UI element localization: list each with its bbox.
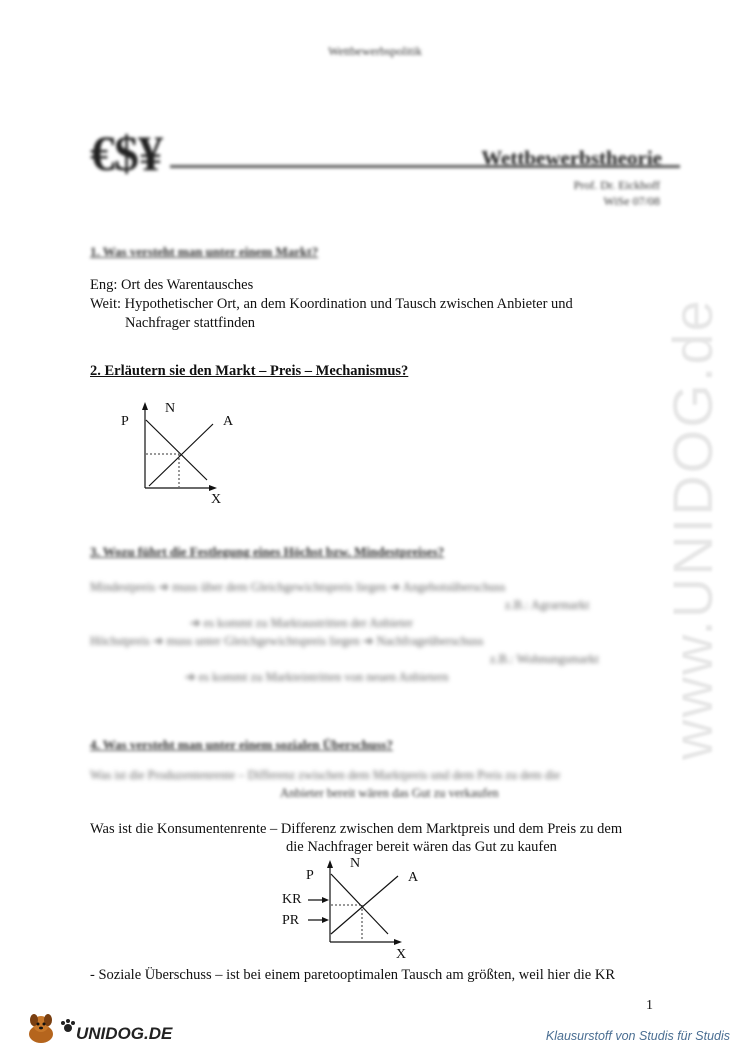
- q3-line-5: z.B.: Wohnungsmarkt: [490, 652, 599, 666]
- page-number: 1: [646, 998, 653, 1013]
- paw-icon: [60, 1018, 76, 1034]
- q3-line-6: ➔ es kommt zu Markteintritten von neuen Anbietern: [185, 670, 449, 684]
- running-title: Wettbewerbspolitik: [328, 44, 422, 58]
- q3-line-3: ➔ es kommt zu Marktaustritten der Anbieter: [190, 616, 413, 630]
- q3-heading: 3. Wozu führt die Festlegung eines Höchst bzw. Mindestpreises?: [90, 544, 445, 559]
- supply-demand-diagram: [115, 398, 255, 510]
- q4-heading: 4. Was versteht man unter einem sozialen Überschuss?: [90, 737, 393, 752]
- surplus-label-x: X: [396, 947, 407, 962]
- author: Prof. Dr. Eickhoff: [573, 178, 660, 192]
- q4-last-line: - Soziale Überschuss – ist bei einem paretooptimalen Tausch am größten, weil hier die KR: [90, 967, 616, 983]
- surplus-label-kr: KR: [282, 892, 302, 907]
- q1-heading: 1. Was versteht man unter einem Markt?: [90, 244, 319, 259]
- dog-logo-icon: [24, 1012, 58, 1046]
- diagram-label-n: N: [165, 401, 176, 416]
- logo: €$¥: [90, 125, 162, 181]
- surplus-diagram: [280, 856, 430, 964]
- footer-brand: UNIDOG.DE: [76, 1024, 173, 1043]
- q1-line-3: Nachfrager stattfinden: [125, 315, 256, 331]
- supply-demand-graph: [115, 398, 255, 510]
- q1-line-1: Eng: Ort des Warentausches: [90, 277, 254, 293]
- diagram-label-x: X: [211, 492, 222, 507]
- q4-producer-line-1: Was ist die Produzentenrente – Differenz zwischen dem Marktpreis und dem Preis zu dem die: [90, 768, 561, 782]
- q4-consumer-line-1: Was ist die Konsumentenrente – Differenz zwischen dem Marktpreis und dem Preis zu dem: [90, 821, 623, 837]
- q4-consumer-line-2: die Nachfrager bereit wären das Gut zu kaufen: [286, 839, 557, 855]
- doc-title: Wettbewerbstheorie: [481, 146, 662, 170]
- footer-tagline: Klausurstoff von Studis für Studis: [545, 1029, 730, 1043]
- watermark: www.UNIDOG.de: [661, 298, 724, 760]
- q4-producer-line-2: Anbieter bereit wären das Gut zu verkaufen: [280, 786, 499, 800]
- surplus-label-p: P: [306, 868, 314, 883]
- diagram-label-p: P: [121, 414, 129, 429]
- diagram-label-a: A: [223, 414, 234, 429]
- q1-line-2: Weit: Hypothetischer Ort, an dem Koordination und Tausch zwischen Anbieter und: [90, 296, 573, 312]
- q3-line-1: Mindestpreis ➔ muss über dem Gleichgewichtspreis liegen ➔ Angebotsüberschuss: [90, 580, 506, 594]
- q3-line-4: Höchstpreis ➔ muss unter Gleichgewichtspreis liegen ➔ Nachfrageüberschuss: [90, 634, 484, 648]
- surplus-label-pr: PR: [282, 913, 300, 928]
- surplus-label-n: N: [350, 856, 361, 871]
- q3-line-2: z.B.: Agrarmarkt: [505, 598, 590, 612]
- term: WiSe 07/08: [603, 194, 660, 208]
- surplus-label-a: A: [408, 870, 419, 885]
- q2-heading: 2. Erläutern sie den Markt – Preis – Mechanismus?: [90, 363, 409, 379]
